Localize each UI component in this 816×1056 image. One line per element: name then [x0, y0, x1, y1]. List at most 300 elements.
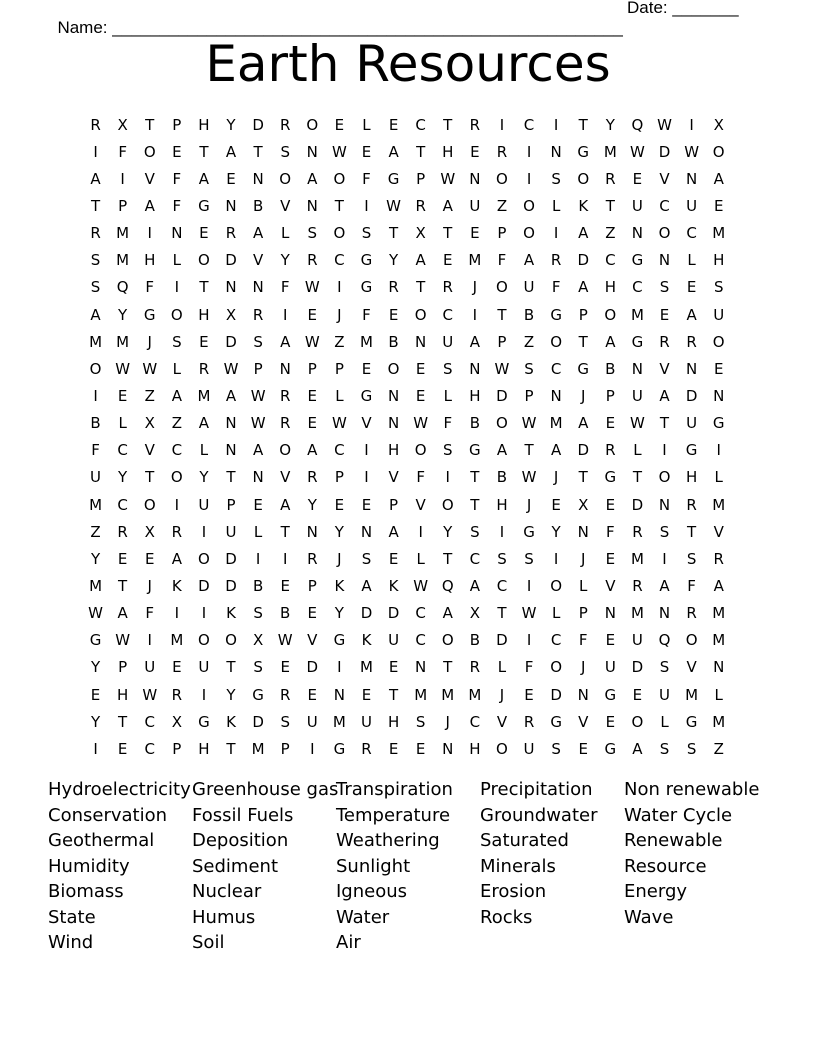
grid-letter[interactable]: K	[361, 631, 372, 650]
grid-letter[interactable]: Y	[334, 604, 344, 623]
grid-letter[interactable]: A	[280, 332, 291, 351]
grid-letter[interactable]: R	[388, 278, 399, 297]
grid-letter[interactable]: R	[496, 142, 508, 161]
grid-letter[interactable]: A	[225, 142, 237, 161]
grid-letter[interactable]: S	[361, 549, 372, 568]
grid-letter[interactable]: S	[361, 224, 372, 243]
grid-letter[interactable]: D	[658, 142, 671, 161]
grid-letter[interactable]: A	[415, 251, 426, 270]
grid-letter[interactable]: W	[494, 359, 510, 378]
grid-letter[interactable]: G	[631, 332, 644, 351]
date-field[interactable]: Date: _______	[627, 0, 739, 17]
grid-letter[interactable]: I	[364, 196, 369, 215]
grid-letter[interactable]: W	[386, 196, 401, 215]
grid-letter[interactable]: O	[333, 169, 346, 188]
grid-letter[interactable]: A	[252, 441, 264, 460]
grid-letter[interactable]: V	[252, 251, 264, 270]
grid-letter[interactable]: C	[442, 305, 453, 324]
grid-letter[interactable]: V	[659, 169, 670, 188]
grid-letter[interactable]: V	[280, 468, 291, 487]
grid-letter[interactable]: S	[415, 712, 426, 731]
grid-letter[interactable]: I	[364, 468, 369, 487]
grid-letter[interactable]: N	[631, 224, 644, 243]
name-field[interactable]: Name: ______________________________________________________	[57, 18, 623, 37]
grid-letter[interactable]: F	[524, 658, 534, 677]
grid-letter[interactable]: A	[659, 576, 670, 595]
grid-letter[interactable]: W	[413, 576, 429, 595]
grid-letter[interactable]: A	[144, 196, 155, 215]
grid-letter[interactable]: G	[89, 631, 102, 650]
grid-letter[interactable]: R	[252, 305, 264, 324]
grid-letter[interactable]: L	[443, 386, 452, 405]
grid-letter[interactable]: Q	[441, 576, 454, 595]
grid-letter[interactable]: R	[198, 359, 210, 378]
grid-letter[interactable]: R	[605, 441, 616, 460]
grid-letter[interactable]: F	[91, 441, 100, 460]
grid-letter[interactable]: W	[88, 604, 103, 623]
grid-letter[interactable]: I	[364, 441, 369, 460]
grid-letter[interactable]: O	[550, 332, 563, 351]
grid-letter[interactable]: L	[172, 359, 181, 378]
grid-letter[interactable]: N	[306, 142, 318, 161]
grid-letter[interactable]: C	[117, 495, 128, 514]
grid-letter[interactable]: U	[686, 414, 698, 433]
grid-letter[interactable]: A	[198, 414, 210, 433]
grid-letter[interactable]: T	[199, 278, 209, 297]
grid-letter[interactable]: I	[418, 522, 423, 541]
grid-letter[interactable]: V	[361, 414, 372, 433]
grid-letter[interactable]: I	[93, 386, 98, 405]
grid-letter[interactable]: G	[252, 685, 264, 704]
grid-letter[interactable]: S	[551, 169, 561, 188]
grid-letter[interactable]: I	[174, 278, 180, 297]
grid-letter[interactable]: E	[605, 414, 616, 433]
grid-letter[interactable]: J	[553, 468, 559, 487]
grid-letter[interactable]: O	[712, 142, 725, 161]
grid-letter[interactable]: U	[523, 739, 535, 758]
grid-letter[interactable]: F	[280, 278, 290, 297]
grid-letter[interactable]: P	[334, 468, 344, 487]
grid-letter[interactable]: T	[578, 332, 588, 351]
grid-letter[interactable]: N	[577, 685, 589, 704]
grid-letter[interactable]: M	[549, 414, 563, 433]
grid-letter[interactable]: K	[226, 712, 236, 731]
grid-letter[interactable]: Z	[713, 739, 724, 758]
grid-letter[interactable]: E	[280, 658, 290, 677]
grid-letter[interactable]: S	[686, 739, 697, 758]
grid-letter[interactable]: H	[442, 142, 454, 161]
grid-letter[interactable]: T	[605, 196, 615, 215]
grid-letter[interactable]: L	[281, 224, 290, 243]
grid-letter[interactable]: P	[226, 495, 236, 514]
grid-letter[interactable]: O	[143, 142, 156, 161]
grid-letter[interactable]: S	[90, 251, 101, 270]
grid-letter[interactable]: U	[631, 631, 643, 650]
grid-letter[interactable]: Y	[118, 468, 128, 487]
grid-letter[interactable]: Y	[118, 305, 128, 324]
grid-letter[interactable]: N	[658, 251, 671, 270]
grid-letter[interactable]: S	[172, 332, 182, 351]
grid-letter[interactable]: U	[469, 196, 481, 215]
grid-letter[interactable]: U	[686, 196, 698, 215]
grid-letter[interactable]: T	[687, 522, 697, 541]
grid-letter[interactable]: C	[605, 251, 616, 270]
grid-letter[interactable]: X	[713, 115, 724, 134]
grid-letter[interactable]: O	[658, 224, 671, 243]
grid-letter[interactable]: O	[496, 414, 508, 433]
grid-letter[interactable]: U	[604, 658, 616, 677]
grid-letter[interactable]: N	[387, 414, 400, 433]
grid-letter[interactable]: N	[252, 468, 264, 487]
grid-letter[interactable]: G	[685, 712, 698, 731]
grid-letter[interactable]: O	[306, 115, 319, 134]
grid-letter[interactable]: R	[442, 278, 453, 297]
grid-letter[interactable]: O	[658, 468, 671, 487]
grid-letter[interactable]: C	[171, 441, 183, 460]
grid-letter[interactable]: P	[307, 359, 317, 378]
grid-letter[interactable]: N	[333, 685, 345, 704]
grid-letter[interactable]: D	[577, 441, 590, 460]
grid-letter[interactable]: C	[659, 196, 670, 215]
grid-letter[interactable]: R	[279, 115, 291, 134]
grid-letter[interactable]: C	[550, 631, 562, 650]
grid-letter[interactable]: V	[280, 196, 291, 215]
grid-letter[interactable]: L	[660, 712, 669, 731]
grid-letter[interactable]: I	[174, 604, 180, 623]
grid-letter[interactable]: E	[659, 305, 670, 324]
grid-letter[interactable]: N	[713, 386, 725, 405]
grid-letter[interactable]: V	[144, 169, 155, 188]
grid-letter[interactable]: E	[307, 685, 318, 704]
grid-letter[interactable]: U	[225, 522, 237, 541]
grid-letter[interactable]: O	[198, 251, 210, 270]
grid-letter[interactable]: G	[523, 522, 535, 541]
grid-letter[interactable]: N	[225, 441, 237, 460]
grid-letter[interactable]: O	[414, 441, 427, 460]
grid-letter[interactable]: U	[90, 468, 102, 487]
grid-letter[interactable]: O	[631, 712, 644, 731]
grid-letter[interactable]: M	[89, 332, 103, 351]
grid-letter[interactable]: Z	[496, 196, 508, 215]
grid-letter[interactable]: X	[415, 224, 426, 243]
grid-letter[interactable]: B	[605, 359, 616, 378]
grid-letter[interactable]: M	[630, 604, 644, 623]
grid-letter[interactable]: R	[307, 468, 318, 487]
grid-letter[interactable]: A	[171, 386, 182, 405]
grid-letter[interactable]: E	[415, 739, 426, 758]
grid-letter[interactable]: H	[469, 386, 481, 405]
grid-letter[interactable]: Y	[90, 658, 101, 677]
grid-letter[interactable]: O	[143, 495, 156, 514]
grid-letter[interactable]: A	[632, 739, 643, 758]
grid-letter[interactable]: R	[171, 685, 183, 704]
grid-letter[interactable]: U	[713, 305, 725, 324]
grid-letter[interactable]: G	[577, 359, 590, 378]
grid-letter[interactable]: M	[89, 576, 103, 595]
grid-letter[interactable]: T	[199, 142, 209, 161]
grid-letter[interactable]: A	[469, 332, 480, 351]
grid-letter[interactable]: Y	[90, 549, 101, 568]
grid-letter[interactable]: O	[550, 576, 563, 595]
grid-letter[interactable]: C	[415, 631, 426, 650]
grid-letter[interactable]: M	[89, 495, 103, 514]
grid-letter[interactable]: N	[658, 495, 671, 514]
grid-letter[interactable]: E	[388, 305, 399, 324]
grid-letter[interactable]: F	[497, 251, 507, 270]
grid-letter[interactable]: M	[441, 685, 455, 704]
grid-letter[interactable]: Q	[116, 278, 129, 297]
grid-letter[interactable]: D	[360, 604, 373, 623]
grid-letter[interactable]: I	[689, 115, 694, 134]
grid-letter[interactable]: E	[307, 386, 318, 405]
grid-letter[interactable]: R	[361, 739, 372, 758]
grid-letter[interactable]: M	[630, 549, 644, 568]
grid-letter[interactable]: L	[253, 522, 263, 541]
grid-letter[interactable]: D	[387, 604, 400, 623]
grid-letter[interactable]: M	[116, 224, 130, 243]
grid-letter[interactable]: E	[388, 739, 399, 758]
grid-letter[interactable]: O	[414, 305, 427, 324]
grid-letter[interactable]: Q	[658, 631, 671, 650]
grid-letter[interactable]: W	[521, 468, 537, 487]
grid-letter[interactable]: D	[225, 332, 237, 351]
grid-letter[interactable]: J	[499, 685, 505, 704]
grid-letter[interactable]: P	[497, 224, 507, 243]
grid-letter[interactable]: Z	[523, 332, 535, 351]
grid-letter[interactable]: B	[90, 414, 101, 433]
grid-letter[interactable]: T	[388, 685, 399, 704]
grid-letter[interactable]: W	[331, 142, 347, 161]
grid-letter[interactable]: R	[469, 115, 481, 134]
grid-letter[interactable]: L	[633, 441, 642, 460]
grid-letter[interactable]: A	[686, 305, 697, 324]
grid-letter[interactable]: N	[658, 604, 671, 623]
grid-letter[interactable]: R	[90, 224, 101, 243]
grid-letter[interactable]: E	[199, 332, 209, 351]
grid-letter[interactable]: G	[712, 414, 725, 433]
grid-letter[interactable]: N	[415, 332, 427, 351]
grid-letter[interactable]: E	[90, 685, 101, 704]
grid-letter[interactable]: I	[499, 522, 505, 541]
grid-letter[interactable]: W	[440, 169, 456, 188]
grid-letter[interactable]: E	[307, 305, 318, 324]
grid-letter[interactable]: E	[144, 549, 155, 568]
grid-letter[interactable]: U	[523, 278, 535, 297]
grid-letter[interactable]: L	[118, 414, 127, 433]
grid-letter[interactable]: S	[470, 522, 480, 541]
grid-letter[interactable]: E	[280, 576, 290, 595]
grid-letter[interactable]: T	[443, 115, 453, 134]
grid-letter[interactable]: O	[89, 359, 102, 378]
grid-letter[interactable]: L	[172, 251, 181, 270]
grid-letter[interactable]: H	[387, 712, 400, 731]
grid-letter[interactable]: Y	[551, 522, 561, 541]
grid-letter[interactable]: D	[550, 685, 562, 704]
grid-letter[interactable]: B	[388, 332, 399, 351]
grid-letter[interactable]: U	[198, 658, 210, 677]
grid-letter[interactable]: W	[223, 359, 239, 378]
grid-letter[interactable]: C	[144, 739, 155, 758]
grid-letter[interactable]: M	[603, 142, 617, 161]
grid-letter[interactable]: Z	[90, 522, 101, 541]
grid-letter[interactable]: F	[362, 169, 371, 188]
grid-letter[interactable]: A	[551, 441, 562, 460]
grid-letter[interactable]: G	[387, 169, 400, 188]
grid-letter[interactable]: L	[579, 576, 588, 595]
grid-letter[interactable]: E	[470, 142, 480, 161]
grid-letter[interactable]: R	[307, 251, 318, 270]
grid-letter[interactable]: K	[578, 196, 589, 215]
grid-letter[interactable]: V	[415, 495, 426, 514]
grid-letter[interactable]: Z	[171, 414, 182, 433]
grid-letter[interactable]: I	[310, 739, 315, 758]
grid-letter[interactable]: E	[361, 359, 372, 378]
grid-letter[interactable]: O	[441, 631, 454, 650]
grid-letter[interactable]: H	[496, 495, 508, 514]
grid-letter[interactable]: E	[632, 169, 643, 188]
grid-letter[interactable]: S	[253, 658, 263, 677]
grid-letter[interactable]: N	[631, 359, 644, 378]
grid-letter[interactable]: S	[280, 712, 290, 731]
grid-letter[interactable]: X	[469, 604, 480, 623]
grid-letter[interactable]: N	[252, 278, 264, 297]
grid-letter[interactable]: N	[225, 414, 237, 433]
grid-letter[interactable]: E	[361, 142, 372, 161]
grid-letter[interactable]: S	[443, 359, 453, 378]
grid-letter[interactable]: M	[332, 712, 346, 731]
grid-letter[interactable]: A	[198, 169, 210, 188]
grid-letter[interactable]: S	[686, 549, 697, 568]
grid-letter[interactable]: V	[496, 712, 508, 731]
grid-letter[interactable]: X	[144, 414, 155, 433]
grid-letter[interactable]: W	[521, 414, 537, 433]
grid-letter[interactable]: T	[443, 224, 453, 243]
grid-letter[interactable]: U	[442, 332, 454, 351]
grid-letter[interactable]: J	[526, 495, 532, 514]
grid-letter[interactable]: T	[118, 576, 128, 595]
grid-letter[interactable]: U	[631, 196, 643, 215]
grid-letter[interactable]: X	[578, 495, 589, 514]
grid-letter[interactable]: H	[117, 685, 129, 704]
grid-letter[interactable]: R	[307, 549, 318, 568]
grid-letter[interactable]: F	[145, 604, 155, 623]
grid-letter[interactable]: E	[307, 604, 318, 623]
grid-letter[interactable]: I	[526, 169, 532, 188]
grid-letter[interactable]: J	[147, 332, 152, 351]
grid-letter[interactable]: B	[496, 468, 508, 487]
grid-letter[interactable]: I	[255, 549, 261, 568]
grid-letter[interactable]: Y	[199, 468, 209, 487]
grid-letter[interactable]: F	[118, 142, 127, 161]
grid-letter[interactable]: M	[360, 658, 373, 677]
grid-letter[interactable]: R	[279, 386, 291, 405]
grid-letter[interactable]: D	[252, 115, 264, 134]
grid-letter[interactable]: O	[604, 305, 617, 324]
grid-letter[interactable]: T	[659, 414, 670, 433]
grid-letter[interactable]: P	[497, 332, 507, 351]
grid-letter[interactable]: S	[280, 142, 290, 161]
grid-letter[interactable]: M	[251, 739, 265, 758]
grid-letter[interactable]: W	[250, 386, 266, 405]
grid-letter[interactable]: R	[90, 115, 101, 134]
grid-letter[interactable]: K	[334, 576, 345, 595]
grid-letter[interactable]: N	[685, 169, 698, 188]
grid-letter[interactable]: C	[632, 278, 643, 297]
grid-letter[interactable]: A	[361, 576, 372, 595]
grid-letter[interactable]: M	[116, 251, 130, 270]
grid-letter[interactable]: V	[686, 658, 697, 677]
grid-letter[interactable]: O	[170, 305, 183, 324]
grid-letter[interactable]: S	[443, 441, 453, 460]
grid-letter[interactable]: M	[468, 685, 482, 704]
grid-letter[interactable]: I	[282, 549, 288, 568]
grid-letter[interactable]: F	[172, 169, 182, 188]
grid-letter[interactable]: E	[605, 495, 616, 514]
grid-letter[interactable]: D	[252, 712, 264, 731]
grid-letter[interactable]: G	[198, 712, 210, 731]
grid-letter[interactable]: N	[225, 196, 237, 215]
grid-letter[interactable]: W	[250, 414, 266, 433]
grid-letter[interactable]: G	[604, 739, 617, 758]
grid-letter[interactable]: R	[523, 712, 535, 731]
grid-letter[interactable]: T	[470, 468, 480, 487]
grid-letter[interactable]: R	[605, 169, 616, 188]
grid-letter[interactable]: C	[469, 549, 481, 568]
grid-letter[interactable]: E	[415, 386, 426, 405]
grid-letter[interactable]: O	[685, 631, 698, 650]
grid-letter[interactable]: A	[469, 576, 480, 595]
grid-letter[interactable]: J	[581, 658, 586, 677]
grid-letter[interactable]: F	[416, 468, 425, 487]
grid-letter[interactable]: I	[553, 115, 559, 134]
grid-letter[interactable]: T	[578, 115, 588, 134]
grid-letter[interactable]: E	[388, 549, 399, 568]
grid-letter[interactable]: E	[172, 658, 182, 677]
grid-letter[interactable]: P	[307, 576, 317, 595]
grid-letter[interactable]: A	[252, 224, 264, 243]
grid-letter[interactable]: N	[387, 386, 400, 405]
grid-letter[interactable]: T	[443, 549, 453, 568]
grid-letter[interactable]: U	[198, 495, 210, 514]
grid-letter[interactable]: A	[117, 604, 128, 623]
grid-letter[interactable]: O	[279, 441, 292, 460]
grid-letter[interactable]: N	[685, 359, 698, 378]
grid-letter[interactable]: R	[279, 414, 291, 433]
grid-letter[interactable]: T	[632, 468, 642, 487]
grid-letter[interactable]: H	[198, 115, 210, 134]
grid-letter[interactable]: A	[578, 278, 589, 297]
grid-letter[interactable]: H	[144, 251, 156, 270]
grid-letter[interactable]: A	[280, 495, 291, 514]
grid-letter[interactable]: S	[253, 332, 263, 351]
grid-letter[interactable]: E	[524, 685, 534, 704]
grid-letter[interactable]: K	[388, 576, 399, 595]
grid-letter[interactable]: C	[415, 115, 426, 134]
grid-letter[interactable]: O	[577, 169, 590, 188]
grid-letter[interactable]: G	[550, 712, 562, 731]
grid-letter[interactable]: C	[334, 251, 345, 270]
grid-letter[interactable]: A	[442, 196, 453, 215]
grid-letter[interactable]: J	[581, 549, 586, 568]
grid-letter[interactable]: E	[226, 169, 236, 188]
grid-letter[interactable]: I	[472, 305, 478, 324]
grid-letter[interactable]: P	[253, 359, 263, 378]
grid-letter[interactable]: N	[306, 522, 318, 541]
grid-letter[interactable]: X	[144, 522, 155, 541]
grid-letter[interactable]: L	[497, 658, 507, 677]
grid-letter[interactable]: I	[120, 169, 125, 188]
grid-letter[interactable]: S	[659, 278, 670, 297]
